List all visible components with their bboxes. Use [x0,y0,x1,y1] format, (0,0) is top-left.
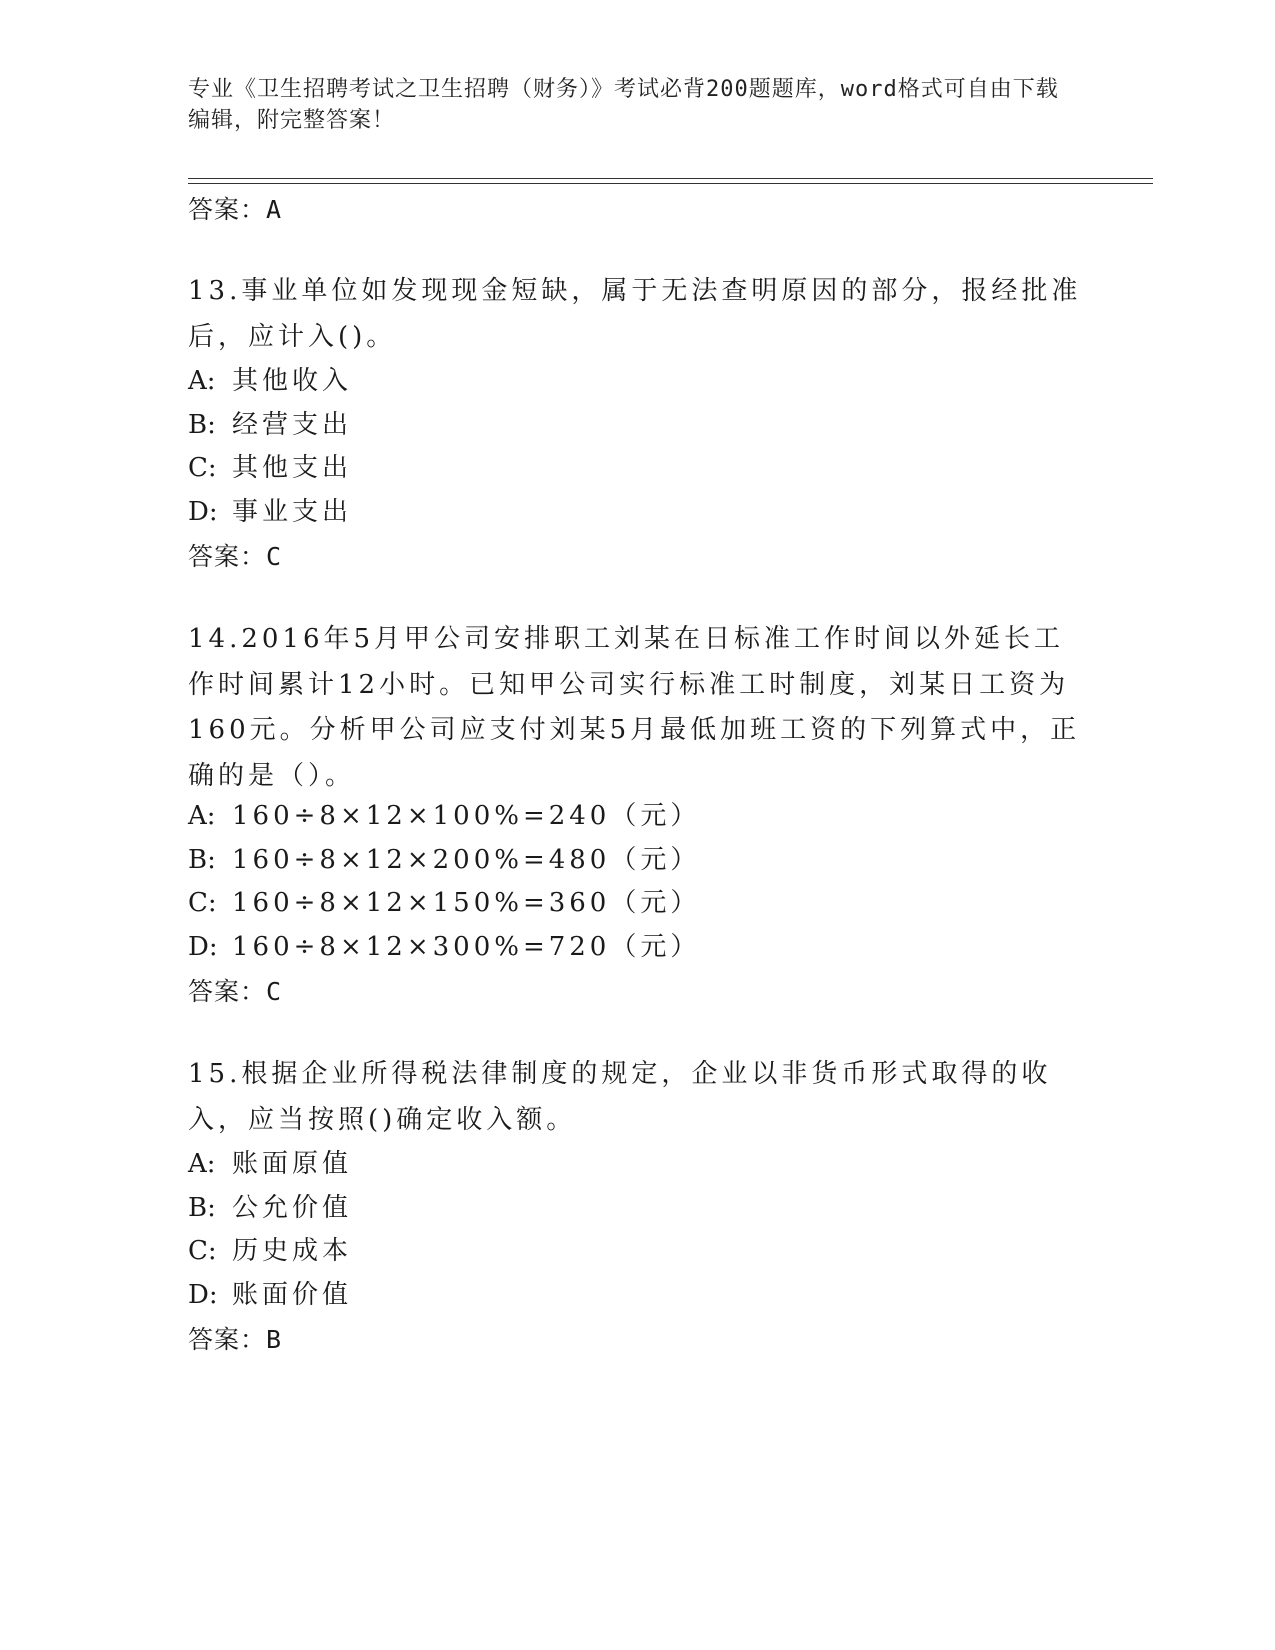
question-14-option-a [188,799,700,833]
option-label: B: [188,410,216,440]
option-text: 账面原值 [232,1149,353,1179]
option-label: C: [188,1236,217,1266]
option-text: 其他支出 [232,453,353,483]
option-label: D: [188,497,218,527]
option-text: 其他收入 [232,366,353,396]
option-label: C: [188,888,217,918]
question-13-option-a [188,364,352,398]
option-text: 160÷8×12×200%=480（元） [232,845,701,875]
option-text: 公允价值 [232,1193,353,1223]
question-13-option-d [188,495,352,529]
question-13-answer: 答案：C [188,542,283,571]
option-label: B: [188,845,216,875]
option-label: C: [188,453,217,483]
option-label: A: [188,801,216,831]
previous-question-answer: 答案：A [188,195,283,224]
option-text: 160÷8×12×100%=240（元） [232,801,701,831]
option-text: 160÷8×12×150%=360（元） [232,888,701,918]
option-label: A: [188,366,216,396]
question-14-option-c [188,886,700,920]
question-15-answer: 答案：B [188,1325,283,1354]
question-15-stem: 15.根据企业所得税法律制度的规定，企业以非货币形式取得的收入，应当按照()确定收入额。 [188,1059,1052,1135]
option-text: 160÷8×12×300%=720（元） [232,932,701,962]
question-14-option-b [188,843,700,877]
header-divider-top [188,178,1153,179]
question-14-stem: 14.2016年5月甲公司安排职工刘某在日标准工作时间以外延长工作时间累计12小时。已知甲公司实行标准工时制度，刘某日工资为160元。分析甲公司应支付刘某5月最低加班工资的下列算式中，正确的是（）。 [188,624,1081,791]
option-label: D: [188,932,218,962]
question-14-answer: 答案：C [188,977,283,1006]
option-text: 历史成本 [232,1236,353,1266]
question-13-option-b [188,408,352,442]
question-13-stem: 13.事业单位如发现现金短缺，属于无法查明原因的部分，报经批准后，应计入()。 [188,276,1082,352]
question-15-option-b [188,1191,352,1225]
option-text: 事业支出 [232,497,353,527]
question-15-option-d [188,1278,352,1312]
question-15-option-a [188,1147,352,1181]
header-divider-bottom [188,183,1153,184]
question-14-option-d [188,930,700,964]
question-15-option-c [188,1234,352,1268]
option-label: D: [188,1280,218,1310]
option-label: B: [188,1193,216,1223]
document-header: 专业《卫生招聘考试之卫生招聘（财务）》考试必背200题题库，word格式可自由下载编辑，附完整答案！ [188,77,1059,133]
option-text: 账面价值 [232,1280,353,1310]
option-text: 经营支出 [232,410,353,440]
question-13-option-c [188,451,352,485]
option-label: A: [188,1149,216,1179]
